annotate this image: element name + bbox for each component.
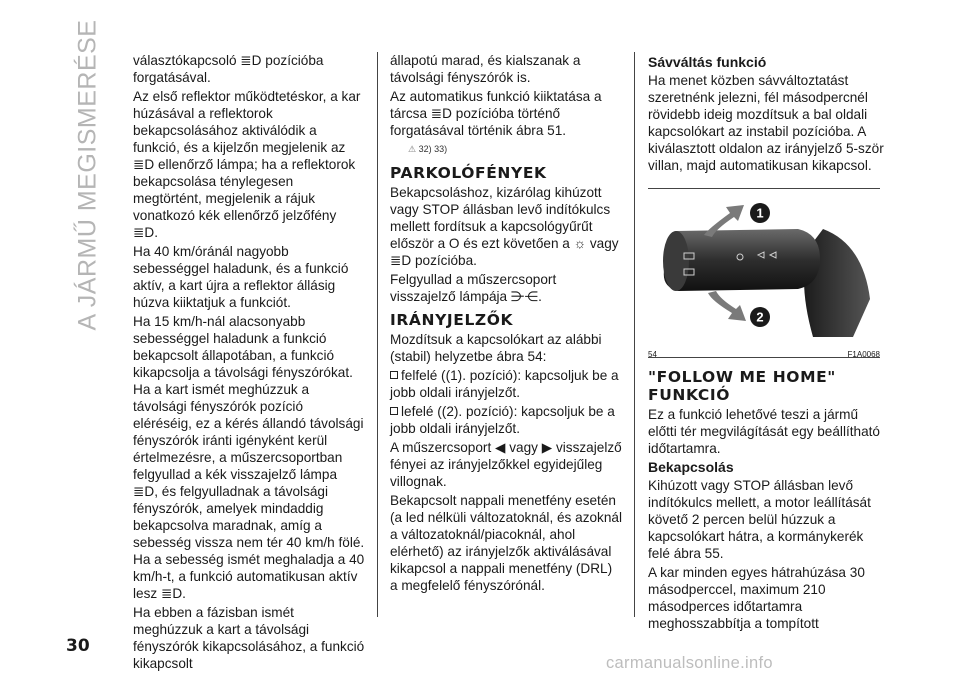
column-divider <box>634 52 635 617</box>
section-heading-parking: PARKOLÓFÉNYEK <box>390 164 547 182</box>
figure-label-1: 1 <box>756 205 764 221</box>
paragraph: Bekapcsoláshoz, kizárólag kihúzott vagy STOP állásban levő indítókulcs mellett fordítsuk a kapcsológyűrűt először a O és ezt követően a ☼ vagy ≣D pozícióba. <box>390 185 619 268</box>
references-text: 32) 33) <box>418 144 448 154</box>
checkbox-bullet-icon <box>390 371 398 379</box>
paragraph: Ez a funkció lehetővé teszi a jármű előtti tér megvilágítását egy beállítható időtartamra. <box>648 407 880 456</box>
warning-icon: ⚠ <box>408 144 419 154</box>
checkbox-bullet-icon <box>390 407 398 415</box>
paragraph: Bekapcsolt nappali menetfény esetén (a led nélküli változatoknál, és azoknál a változatoknál/piacoknál, ahol elérhető) az irányjelzők aktiválásával kikapcsol a nappali menetfény (DRL) a megfelelő fényszórónál. <box>390 493 622 593</box>
list-item-text: lefelé ((2). pozíció): kapcsoljuk be a jobb oldali irányjelzőt. <box>390 404 615 436</box>
figure-number: 54 <box>648 350 657 359</box>
paragraph: Ha 15 km/h-nál alacsonyabb sebességgel haladunk a funkció bekapcsolt állapotában, a funkció kikapcsolja a távolsági fényszórókat. Ha a kart ismét meghúzzuk a távolsági fényszórók pozíció eléréséig, ez a kérés állandó távolsági fényszórók iránti igényként kerül értelmezésre, a műszercsoportban felgyullad a kék visszajelző lámpa ≣D, és felgyulladnak a távolsági fényszórók, amelyek mindaddig bekapcsolva maradnak, amíg a sebesség vissza nem tér 40 km/h fölé. Ha a sebesség ismét meghaladja a 40 km/h-t, a funkció automatikusan aktív lesz ≣D. <box>133 314 365 601</box>
subsection-heading-lane-change: Sávváltás funkció <box>648 54 767 70</box>
figure-stalk-illustration <box>648 188 880 358</box>
subsection-heading-activation: Bekapcsolás <box>648 459 734 475</box>
watermark-text: carmanualsonline.info <box>606 654 773 672</box>
text-column-3 <box>648 52 888 634</box>
list-item <box>390 403 622 437</box>
paragraph: A kar minden egyes hátrahúzása 30 másodperccel, maximum 210 másodperces időtartamra meghosszabbítja a tompított <box>648 565 865 631</box>
text-column-2 <box>390 52 622 596</box>
paragraph: Felgyullad a műszercsoport visszajelző lámpája ⋺⋲. <box>390 272 557 304</box>
warning-references <box>408 141 622 158</box>
figure-caption <box>648 346 880 363</box>
paragraph: Kihúzott vagy STOP állásban levő indítókulcs mellett, a motor leállítását követő 2 percen belül húzzuk a kapcsolókart hátra, a kormánykerék felé ábra 55. <box>648 478 871 561</box>
paragraph: Az első reflektor működtetéskor, a kar húzásával a reflektorok bekapcsolásához aktiválódik a funkció, és a kijelzőn megjelenik az ≣D ellenőrző lámpa; ha a reflektorok bekapcsolása ténylegesen megtörtént, megjelenik a rájuk vonatkozó kék ellenőrző jelzőfény ≣D. <box>133 89 361 240</box>
paragraph: választókapcsoló ≣D pozícióba forgatásával. <box>133 53 324 85</box>
figure-code: F1A0068 <box>847 350 880 359</box>
section-heading-follow-me-home: "FOLLOW ME HOME" FUNKCIÓ <box>648 368 836 404</box>
paragraph: állapotú marad, és kialszanak a távolsági fényszórók is. <box>390 53 581 85</box>
list-item-text: felfelé ((1). pozíció): kapcsoljuk be a jobb oldali irányjelzőt. <box>390 368 619 400</box>
paragraph: Ha menet közben sávváltoztatást szeretnénk jelezni, fél másodpercnél rövidebb ideig mozdítsuk a bal oldali kapcsolókart az instabil pozícióba. A kiválasztott oldalon az irányjelző 5-ször villan, majd automatikusan kikapcsol. <box>648 73 884 173</box>
stalk-illustration <box>648 189 880 339</box>
paragraph: A műszercsoport ◀ vagy ▶ visszajelző fényei az irányjelzőkkel egyidejűleg villognak. <box>390 440 622 489</box>
column-divider <box>377 52 378 617</box>
figure-label-2: 2 <box>756 309 764 325</box>
paragraph: Az automatikus funkció kiiktatása a tárcsa ≣D pozícióba történő forgatásával történik ábra 51. <box>390 89 602 138</box>
list-item <box>390 367 622 401</box>
paragraph: Ha ebben a fázisban ismét meghúzzuk a kart a távolsági fényszórók kikapcsolásához, a funkció kikapcsolt <box>133 605 365 671</box>
paragraph: Mozdítsuk a kapcsolókart az alábbi (stabil) helyzetbe ábra 54: <box>390 332 602 364</box>
chapter-side-title <box>64 19 112 331</box>
paragraph: Ha 40 km/óránál nagyobb sebességgel haladunk, és a funkció aktív, a kart újra a reflektor állásig húzva kiiktatjuk a funkciót. <box>133 244 349 310</box>
text-column-1 <box>133 52 365 674</box>
chapter-title-text: A JÁRMŰ MEGISMERÉSE <box>73 19 102 331</box>
page-number: 30 <box>66 636 90 656</box>
section-heading-turn-signals: IRÁNYJELZŐK <box>390 311 514 329</box>
